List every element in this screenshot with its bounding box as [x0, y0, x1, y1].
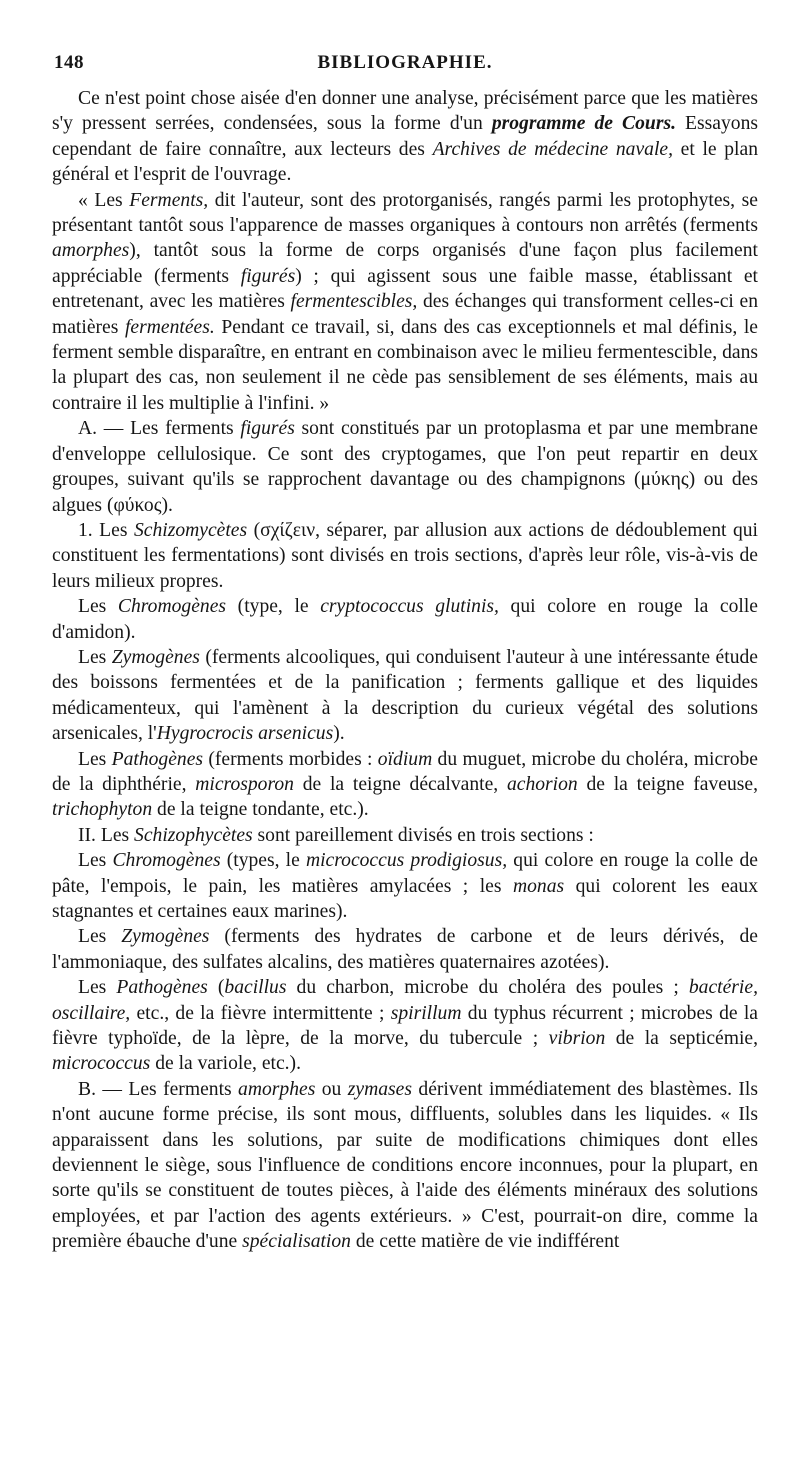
emphasis-text: Pathogènes [116, 977, 208, 999]
text-run: ), tantôt sous la forme de corps organisés d'une façon plus facilement appréciable (ferments [52, 240, 758, 287]
paragraph [52, 975, 758, 1077]
text-run: Les [78, 977, 117, 999]
document-page [52, 52, 758, 1255]
text-run: (type, le [226, 596, 321, 618]
text-run: de la teigne faveuse, [577, 773, 758, 795]
emphasis-text: amorphes [52, 240, 130, 262]
emphasis-text: programme de Cours. [491, 113, 676, 135]
paragraph [52, 823, 758, 848]
text-run: (ferments alcooliques, qui conduisent l'auteur à une intéressante étude des boissons fermentées et de la panification ; ferments gallique et des liquides médicamenteux, qui l'amènent à la description du curieux végétal des solutions arsenicales, l' [52, 646, 758, 745]
paragraph [52, 1077, 758, 1255]
text-run: Essayons cependant de faire connaître, aux lecteurs des [52, 113, 758, 160]
paragraph [52, 594, 758, 645]
text-run: (types, le [220, 850, 306, 872]
text-run: dérivent immédiatement des blastèmes. Ils n'ont aucune forme précise, ils sont mous, diffluents, solubles dans les liquides. « Ils apparaissent dans les solutions, par suite de modifications chimiques dont elles deviennent le siège, sous l'influence de conditions encore inconnues, pour la plupart, en sorte qu'ils se constituent de toutes pièces, à l'aide des éléments minéraux des solutions employées, et par l'action des agents extérieurs. » C'est, pourrait-on dire, comme la première ébauche d'une [52, 1078, 758, 1253]
paragraph [52, 416, 758, 518]
text-run: Pendant ce travail, si, dans des cas exceptionnels et mal définis, le ferment semble disparaître, en entrant en combinaison avec le milieu fermentescible, dans la plupart des cas, non seulement il ne cède pas sensiblement de ses éléments, mais au contraire il les multiplie à l'infini. » [52, 316, 758, 414]
text-run: ). [333, 723, 345, 745]
running-title: BIBLIOGRAPHIE. [317, 52, 493, 73]
emphasis-text: Zymogènes [121, 926, 210, 948]
emphasis-text: Zymogènes [111, 646, 200, 668]
emphasis-text: figurés [240, 265, 296, 287]
emphasis-text: Chromogènes [112, 850, 221, 872]
emphasis-text: bacillus [224, 977, 287, 999]
text-run: (ferments morbides : [203, 748, 378, 770]
text-run: qui colore en rouge la colle d'amidon). [52, 596, 758, 643]
text-run: qui colorent les eaux stagnantes et certaines eaux marines). [52, 875, 758, 922]
emphasis-text: fermentescibles, [290, 291, 418, 313]
emphasis-text: Schizomycètes [133, 519, 248, 541]
emphasis-text: vibrion [548, 1028, 606, 1050]
text-run: etc., de la fièvre intermittente ; [130, 1002, 391, 1024]
page-header [52, 52, 758, 86]
text-run: et le plan général et l'esprit de l'ouvrage. [52, 138, 758, 186]
emphasis-text: microsporon [195, 773, 294, 795]
text-run: de la variole, etc.). [150, 1053, 301, 1075]
emphasis-text: monas [512, 875, 565, 897]
text-run: Ce n'est point chose aisée d'en donner une analyse, précisément parce que les matières s'y pressent serrées, condensées, sous la forme d'un [52, 88, 758, 135]
emphasis-text: micrococcus [52, 1053, 151, 1075]
text-run: A. — Les ferments [78, 418, 241, 440]
page-number: 148 [54, 52, 84, 73]
emphasis-text: Pathogènes [111, 748, 204, 770]
emphasis-text: zymases [347, 1078, 412, 1100]
text-run: ) ; qui agissent sous une faible masse, établissant et entretenant, avec les matières [52, 265, 758, 313]
text-run: du muguet, microbe du choléra, microbe de la diphthérie, [52, 748, 758, 795]
text-run: (ferments des hydrates de carbone et de leurs dérivés, de l'ammoniaque, des sulfates alcalins, des matières quaternaires azotées). [52, 926, 758, 973]
text-run: Les [78, 926, 122, 948]
text-run: II. Les [78, 824, 135, 846]
paragraph [52, 645, 758, 747]
text-run: Les [78, 646, 112, 668]
text-run: sont pareillement divisés en trois sections : [252, 824, 594, 846]
text-run: de cette matière de vie indifférent [350, 1231, 620, 1253]
text-run: dit l'auteur, sont des protorganisés, rangés parmi les protophytes, se présentant tantôt sous l'apparence de masses organiques à contours non arrêtés (ferments [52, 189, 758, 237]
text-run: qui colore en rouge la colle de pâte, l'empois, le pain, les matières amylacées ; les [52, 850, 758, 897]
text-run: du typhus récurrent ; microbes de la fièvre typhoïde, de la lèpre, de la morve, du tubercule ; [52, 1002, 758, 1050]
emphasis-text: fermentées. [124, 316, 215, 338]
text-run: de la teigne décalvante, [293, 773, 507, 795]
emphasis-text: trichophyton [52, 799, 153, 821]
emphasis-text: achorion [506, 773, 578, 795]
emphasis-text: figurés [240, 418, 295, 440]
text-run: Les [78, 596, 118, 618]
emphasis-text: Chromogènes [117, 596, 227, 618]
text-run: Les [78, 748, 112, 770]
text-run: B. — Les ferments [78, 1078, 239, 1100]
text-run: « Les [78, 189, 130, 211]
emphasis-text: micrococcus prodigiosus, [305, 850, 508, 872]
text-run: de la teigne tondante, etc.). [152, 799, 369, 821]
emphasis-text: cryptococcus glutinis, [320, 596, 499, 618]
text-run: des échanges qui transforment celles-ci en matières [52, 291, 758, 338]
emphasis-text: spirillum [390, 1002, 462, 1024]
text-run: Les [78, 850, 113, 872]
emphasis-text: spécialisation [242, 1231, 351, 1253]
emphasis-text: Ferments, [129, 189, 209, 211]
emphasis-text: Archives de médecine navale, [432, 138, 673, 160]
emphasis-text: oïdium [377, 748, 433, 770]
text-run: du charbon, microbe du choléra des poules ; [286, 977, 689, 999]
paragraph [52, 924, 758, 975]
emphasis-text: Hygrocrocis arsenicus [156, 723, 334, 745]
emphasis-text: amorphes [238, 1078, 316, 1100]
emphasis-text: bactérie, oscillaire, [52, 977, 758, 1024]
text-run: 1. Les [78, 519, 134, 541]
paragraph [52, 86, 758, 188]
text-run: de la septicémie, [605, 1028, 758, 1050]
paragraph [52, 518, 758, 594]
paragraph [52, 848, 758, 924]
text-run: ou [315, 1078, 348, 1100]
text-run: (σχίζειν, séparer, par allusion aux actions de dédoublement qui constituent les fermentations) sont divisés en trois sections, d'après leur rôle, vis-à-vis de leurs milieux propres. [52, 519, 758, 592]
text-run: ( [207, 977, 225, 999]
paragraph [52, 188, 758, 417]
paragraph [52, 747, 758, 823]
text-run: sont constitués par un protoplasma et par une membrane d'enveloppe cellulosique. Ce sont des cryptogames, que l'on peut repartir en deux groupes, suivant qu'ils se rapprochent davantage ou des champignons (μύκης) ou des algues (φύκος). [52, 418, 758, 516]
body-text [52, 86, 758, 1255]
emphasis-text: Schizophycètes [134, 824, 253, 846]
